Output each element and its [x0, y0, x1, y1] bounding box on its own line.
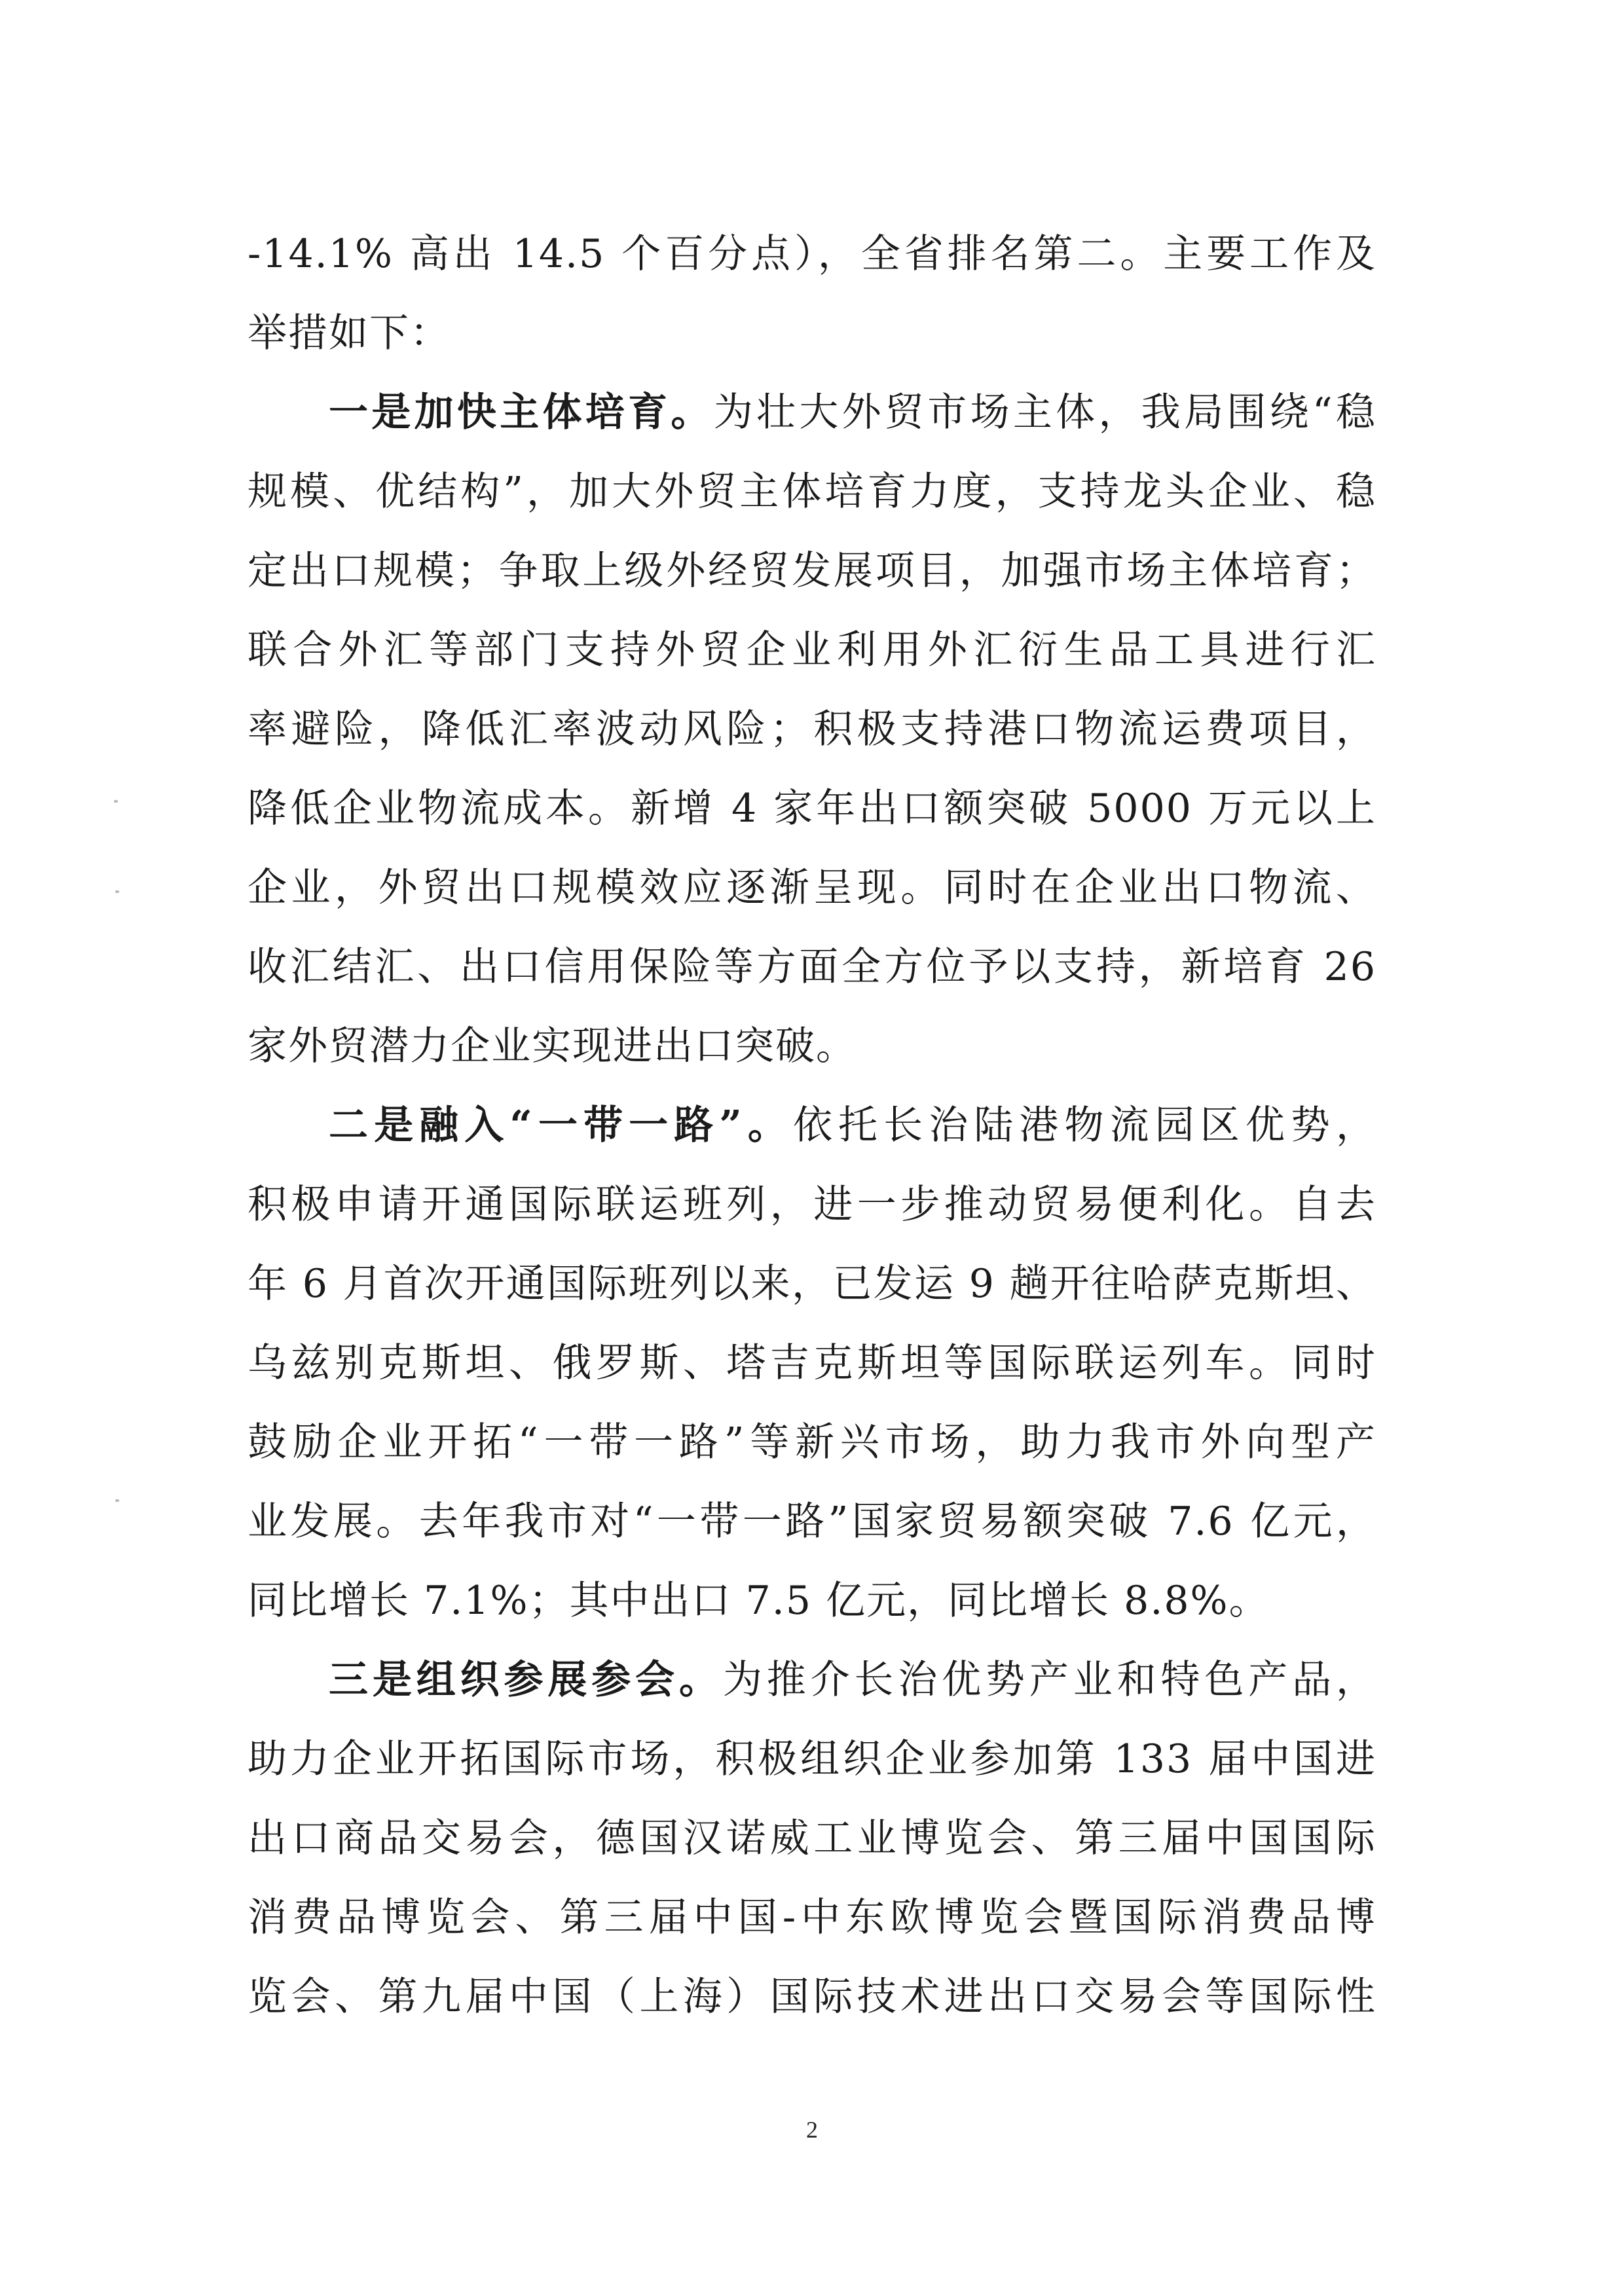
paragraph-first-line	[248, 1641, 1376, 1720]
text-line: 家外贸潜力企业实现进出口突破。	[248, 1023, 857, 1069]
paragraph-first-line	[248, 1086, 1376, 1165]
text-line: 鼓励企业开拓“一带一路”等新兴市场，助力我市外向型产	[248, 1419, 1376, 1465]
text-line: 年 6 月首次开通国际班列以来，已发运 9 趟开往哈萨克斯坦、	[248, 1261, 1376, 1307]
text-line: 收汇结汇、出口信用保险等方面全方位予以支持，新培育 26	[248, 944, 1376, 990]
paragraph-text: 依托长治陆港物流园区优势，	[792, 1102, 1376, 1148]
page-number: 2	[806, 2117, 818, 2143]
text-line: 联合外汇等部门支持外贸企业利用外汇衍生品工具进行汇	[248, 627, 1376, 673]
scan-speck	[115, 890, 119, 893]
paragraph-text: 为推介长治优势产业和特色产品，	[722, 1657, 1377, 1703]
text-line: 规模、优结构”，加大外贸主体培育力度，支持龙头企业、稳	[248, 469, 1376, 515]
paragraph-lead: 三是组织参展参会。	[329, 1657, 723, 1703]
paragraph-lead: 二是融入“一带一路”。	[329, 1102, 793, 1148]
text-line: 消费品博览会、第三届中国-中东欧博览会暨国际消费品博	[248, 1895, 1376, 1941]
text-line: 助力企业开拓国际市场，积极组织企业参加第 133 届中国进	[248, 1736, 1376, 1782]
text-line: 企业，外贸出口规模效应逐渐呈现。同时在企业出口物流、	[248, 865, 1376, 911]
document-body	[248, 215, 1376, 2037]
text-line: -14.1% 高出 14.5 个百分点），全省排名第二。主要工作及	[248, 231, 1376, 277]
text-line: 业发展。去年我市对“一带一路”国家贸易额突破 7.6 亿元，	[248, 1499, 1376, 1544]
paragraph-text: 为壮大外贸市场主体，我局围绕“稳	[713, 390, 1376, 435]
paragraph-lead: 一是加快主体培育。	[329, 390, 714, 435]
text-line: 乌兹别克斯坦、俄罗斯、塔吉克斯坦等国际联运列车。同时	[248, 1340, 1376, 1386]
text-line: 降低企业物流成本。新增 4 家年出口额突破 5000 万元以上	[248, 786, 1376, 831]
scan-speck	[114, 800, 118, 803]
scan-speck	[115, 1499, 119, 1502]
text-line: 览会、第九届中国（上海）国际技术进出口交易会等国际性	[248, 1974, 1376, 2020]
text-line: 定出口规模；争取上级外经贸发展项目，加强市场主体培育；	[248, 548, 1376, 594]
paragraph-first-line	[248, 373, 1376, 452]
text-line: 出口商品交易会，德国汉诺威工业博览会、第三届中国国际	[248, 1815, 1376, 1861]
text-line: 同比增长 7.1%；其中出口 7.5 亿元，同比增长 8.8%。	[248, 1578, 1270, 1624]
text-line: 积极申请开通国际联运班列，进一步推动贸易便利化。自去	[248, 1182, 1376, 1228]
text-line: 举措如下：	[248, 310, 451, 356]
text-line: 率避险，降低汇率波动风险；积极支持港口物流运费项目，	[248, 706, 1376, 752]
